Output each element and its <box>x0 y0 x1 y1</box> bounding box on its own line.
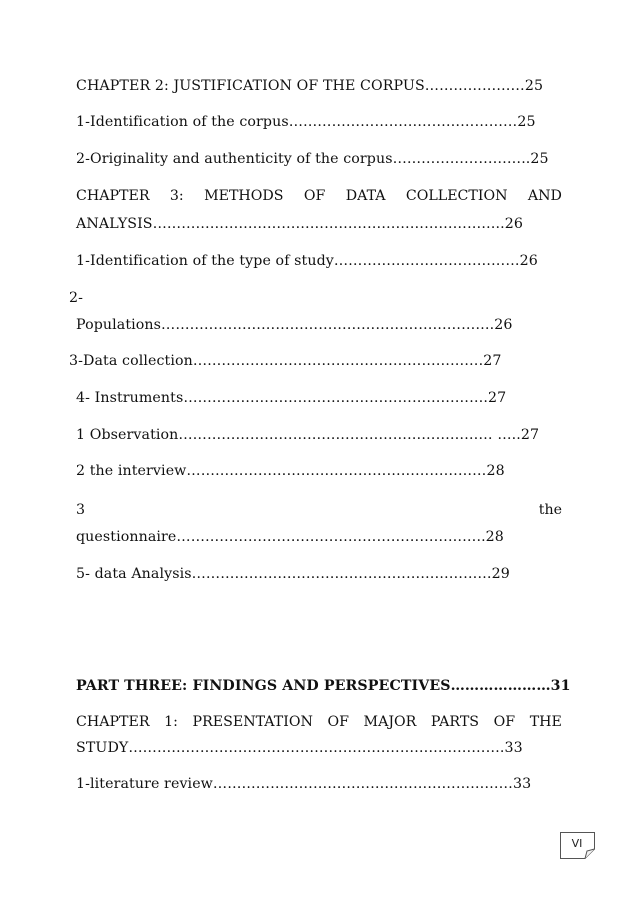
toc-entry-number: 2- <box>69 290 84 306</box>
toc-entry: 4- Instruments……………………………………………………….27 <box>76 390 507 406</box>
toc-word: AND <box>527 188 562 204</box>
toc-part-3-chapter-1-line1 <box>76 713 562 731</box>
toc-word: 3 <box>76 502 86 518</box>
page-number: VI <box>571 837 583 850</box>
toc-word: 3: <box>169 188 184 204</box>
toc-word: COLLECTION <box>405 188 508 204</box>
toc-word: CHAPTER <box>76 188 150 204</box>
toc-chapter-2-title: CHAPTER 2: JUSTIFICATION OF THE CORPUS…………………25 <box>76 78 544 94</box>
toc-word: OF <box>327 714 349 730</box>
toc-word: METHODS <box>204 188 284 204</box>
toc-word: THE <box>529 714 562 730</box>
toc-chapter-3-title-line1 <box>76 187 562 205</box>
toc-word: 1: <box>164 714 178 730</box>
toc-word: the <box>538 502 562 518</box>
toc-entry: 5- data Analysis………………………………………………………29 <box>76 566 510 582</box>
toc-entry: 2 the interview………………………………………………………28 <box>76 463 505 479</box>
toc-entry: 2-Originality and authenticity of the corpus………………………..25 <box>76 151 549 167</box>
toc-word: PRESENTATION <box>192 714 313 730</box>
toc-word: DATA <box>345 188 386 204</box>
toc-word: CHAPTER <box>76 714 150 730</box>
toc-entry: Populations…………………………………………………………….26 <box>76 317 513 333</box>
toc-word: MAJOR <box>363 714 417 730</box>
page-number-box <box>560 832 598 860</box>
toc-entry-line1 <box>76 501 562 519</box>
toc-word: PARTS <box>430 714 480 730</box>
toc-entry: 1-Identification of the corpus…………………………………………25 <box>76 114 536 130</box>
toc-entry: 1-literature review………………………………………………………33 <box>76 776 532 792</box>
toc-entry-line2: questionnaire………………………………………………………..28 <box>76 529 504 545</box>
toc-part-3-chapter-1-line2: STUDY…………………………………………………………………….33 <box>76 740 523 756</box>
toc-chapter-3-title-line2: ANALYSIS………………………………………………………………..26 <box>76 216 523 232</box>
toc-word: OF <box>493 714 516 730</box>
toc-part-three-title: PART THREE: FINDINGS AND PERSPECTIVES…………………31 <box>76 678 571 694</box>
toc-entry: 1 Observation………………………………………………………… …..27 <box>76 427 540 443</box>
toc-entry: 1-Identification of the type of study…………………………………26 <box>76 253 538 269</box>
toc-word: OF <box>303 188 326 204</box>
toc-entry: 3-Data collection…………………………………………………….27 <box>69 353 502 369</box>
